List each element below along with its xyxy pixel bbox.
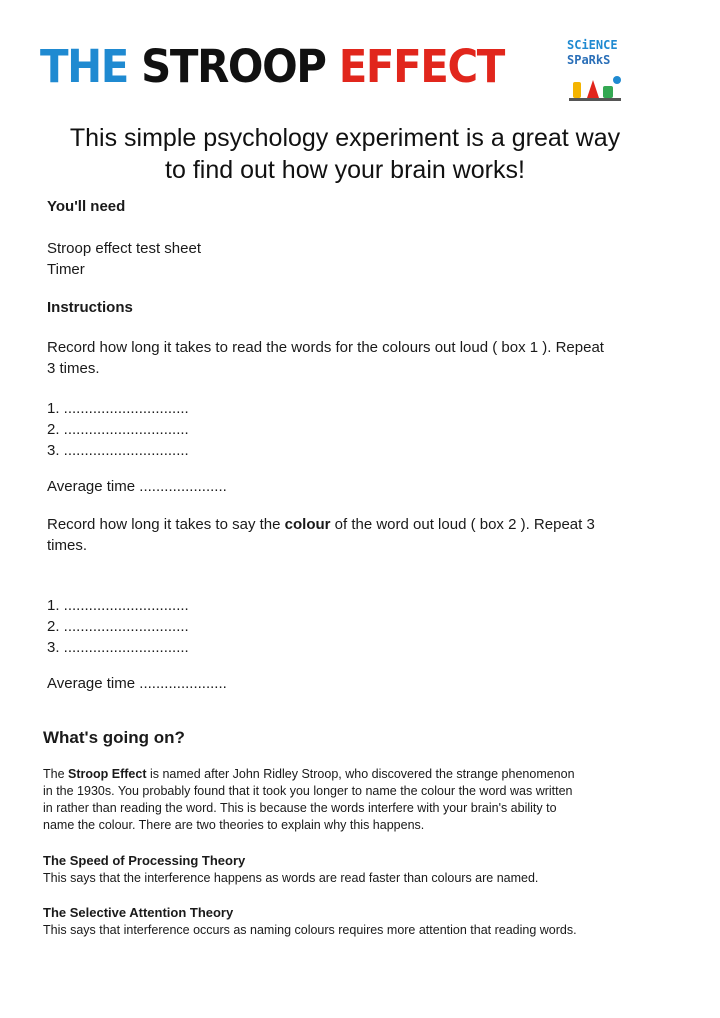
explanation-line1 xyxy=(43,766,683,783)
theory2-text: This says that interference occurs as naming colours requires more attention that reading words. xyxy=(43,923,577,937)
para1-line2: 3 times. xyxy=(47,360,100,377)
para2-line1 xyxy=(47,514,595,535)
explanation-line4: name the colour. There are two theories to explain why this happens. xyxy=(43,818,425,832)
explanation-text: The xyxy=(43,767,69,781)
list-item: 3. .............................. xyxy=(47,442,189,459)
needs-item: Stroop effect test sheet xyxy=(47,240,201,257)
page-title xyxy=(40,40,504,93)
list-item: 3. .............................. xyxy=(47,639,189,656)
explanation-paragraph xyxy=(43,766,683,834)
list-item: 1. .............................. xyxy=(47,597,189,614)
explanation-line3: in rather than reading the word. This is because the words interfere with your brain's ability to xyxy=(43,801,557,815)
para2-text: of the word out loud ( box 2 ). Repeat 3 xyxy=(330,516,595,533)
average-time-2: Average time ..................... xyxy=(47,675,227,692)
explanation-heading: What's going on? xyxy=(43,728,185,747)
subtitle xyxy=(0,122,690,186)
instructions-para1 xyxy=(47,337,604,379)
logo-line2: SPaRkS xyxy=(567,53,611,67)
explanation-text: is named after John Ridley Stroop, who discovered the strange phenomenon xyxy=(146,767,575,781)
title-the: THE xyxy=(40,40,128,93)
list-item: 1. .............................. xyxy=(47,400,189,417)
list-item: 2. .............................. xyxy=(47,421,189,438)
title-stroop: STROOP xyxy=(141,40,326,93)
needs-item: Timer xyxy=(47,261,85,278)
science-sparks-logo xyxy=(567,38,637,106)
stroop-effect-bold: Stroop Effect xyxy=(68,767,147,781)
para2-line2: times. xyxy=(47,537,88,554)
list-item: 2. .............................. xyxy=(47,618,189,635)
explanation-line2: in the 1930s. You probably found that it took you longer to name the colour the word was written xyxy=(43,784,573,798)
title-effect: EFFECT xyxy=(338,40,504,93)
instructions-para2 xyxy=(47,514,595,556)
subtitle-line2: to find out how your brain works! xyxy=(165,156,525,184)
para2-text: Record how long it takes to say the xyxy=(47,516,285,533)
box1-times-list xyxy=(47,398,189,461)
needs-list xyxy=(47,238,201,280)
instructions-heading: Instructions xyxy=(47,299,133,316)
subtitle-line1: This simple psychology experiment is a great way xyxy=(69,124,621,152)
theory1-text: This says that the interference happens as words are read faster than colours are named. xyxy=(43,871,539,885)
average-time-1: Average time ..................... xyxy=(47,478,227,495)
logo-line1: SCiENCE xyxy=(567,38,618,52)
theory1-heading: The Speed of Processing Theory xyxy=(43,853,246,868)
para1-line1: Record how long it takes to read the words for the colours out loud ( box 1 ). Repeat xyxy=(47,339,604,356)
theory2-heading: The Selective Attention Theory xyxy=(43,905,234,920)
needs-heading: You'll need xyxy=(47,198,126,215)
lab-equipment-icon xyxy=(567,68,627,102)
para2-bold-word: colour xyxy=(284,516,331,533)
box2-times-list xyxy=(47,595,189,658)
